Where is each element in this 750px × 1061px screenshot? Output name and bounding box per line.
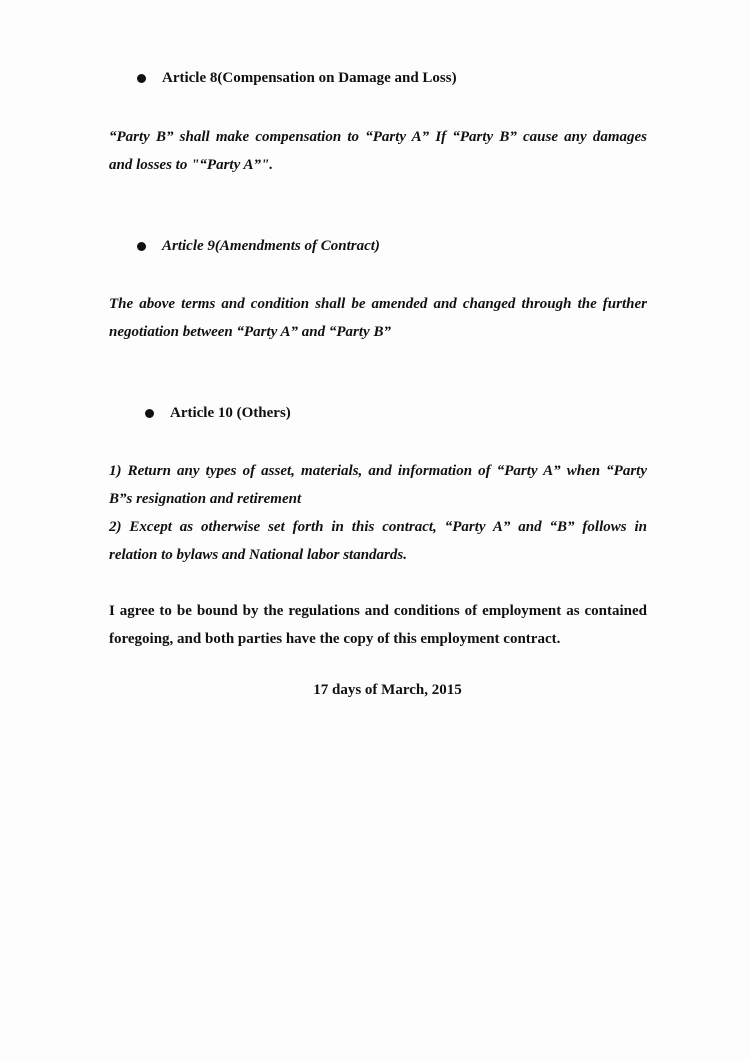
bullet-icon (145, 409, 154, 418)
article-9-line-1: The above terms and condition shall be amended and changed through the further (109, 296, 647, 312)
article-8-heading (137, 70, 457, 87)
article-10-item-2-line-2: relation to bylaws and National labor standards. (109, 547, 407, 563)
article-9-line-2: negotiation between “Party A” and “Party B” (109, 324, 391, 340)
article-10-title: Article 10 (Others) (170, 405, 291, 421)
article-10-item-2-line-1: 2) Except as otherwise set forth in this contract, “Party A” and “B” follows in (109, 519, 647, 535)
article-10-item-1-line-2: B”s resignation and retirement (109, 491, 302, 507)
article-9-title: Article 9(Amendments of Contract) (162, 238, 380, 254)
article-8-title: Article 8(Compensation on Damage and Loss) (162, 70, 457, 86)
bullet-icon (137, 74, 146, 83)
article-10-heading (145, 405, 291, 422)
article-8-line-2: and losses to "“Party A”". (109, 157, 274, 173)
article-9-heading (137, 238, 380, 255)
agreement-statement (109, 597, 647, 653)
agreement-line-2: foregoing, and both parties have the copy of this employment contract. (109, 631, 561, 647)
article-10-body (109, 457, 647, 569)
article-10-item-1-line-1: 1) Return any types of asset, materials, and information of “Party A” when “Party (109, 463, 647, 479)
article-8-body (109, 123, 647, 179)
contract-date: 17 days of March, 2015 (313, 682, 462, 698)
agreement-line-1: I agree to be bound by the regulations and conditions of employment as contained (109, 603, 647, 619)
article-9-body (109, 290, 647, 346)
bullet-icon (137, 242, 146, 251)
article-8-line-1: “Party B” shall make compensation to “Party A” If “Party B” cause any damages (109, 129, 647, 145)
